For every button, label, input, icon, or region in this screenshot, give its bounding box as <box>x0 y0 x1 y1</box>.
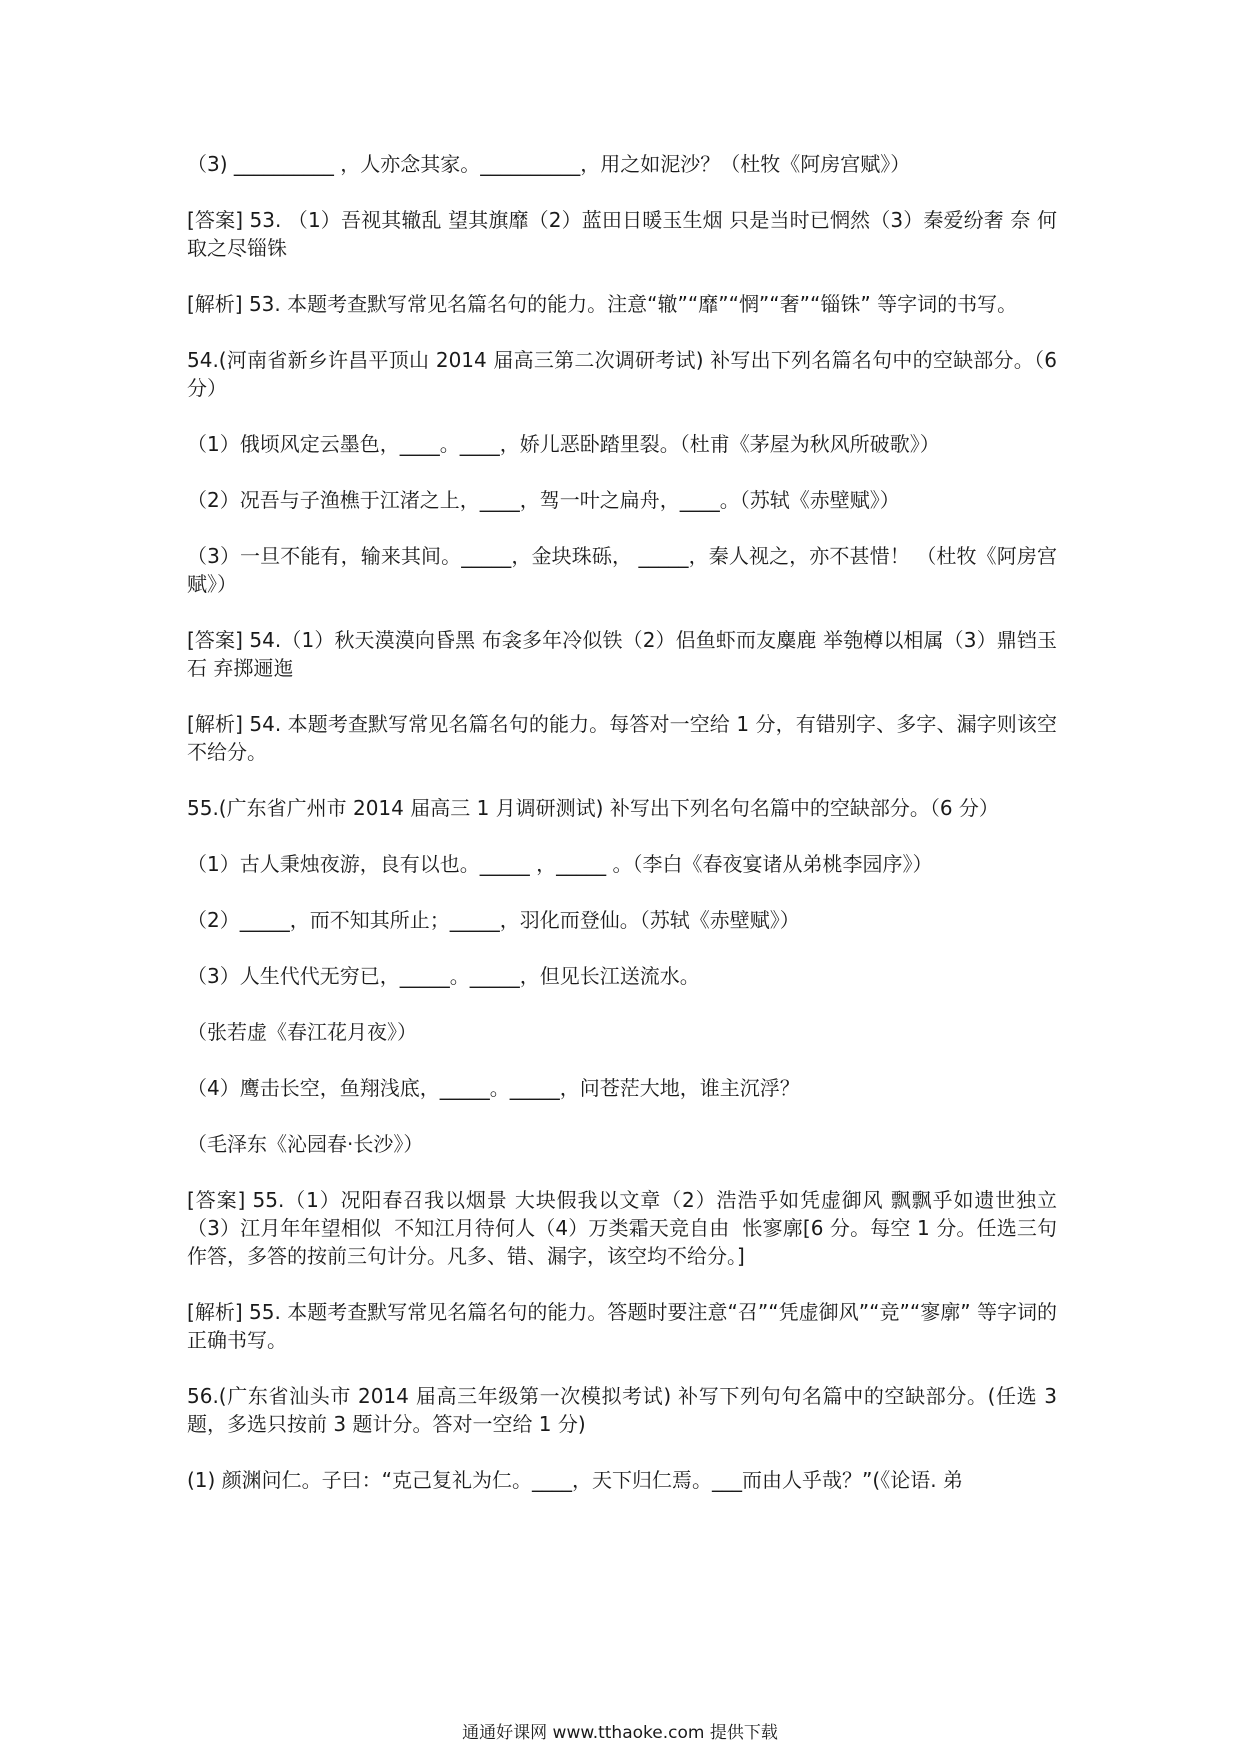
question-55-heading: 55.(广东省广州市 2014 届高三 1 月调研测试) 补写出下列名句名篇中的空缺部分。（6 分） <box>187 796 999 820</box>
answer-54: [答案] 54.（1）秋天漠漠向昏黑 布衾多年冷似铁（2）侣鱼虾而友麋鹿 举匏樽以相属（3）鼎铛玉石 弃掷逦迤 <box>187 628 1057 680</box>
question-55-item-3: （3）人生代代无穷已，_____。_____，但见长江送流水。 <box>187 964 700 988</box>
question-56-item-1: (1) 颜渊问仁。子曰：“克己复礼为仁。____，天下归仁焉。___而由人乎哉？”(《论语. 弟 <box>187 1468 963 1492</box>
analysis-54: [解析] 54. 本题考查默写常见名篇名句的能力。每答对一空给 1 分，有错别字、多字、漏字则该空不给分。 <box>187 712 1057 764</box>
question-54-item-1: （1）俄顷风定云墨色，____。____，娇儿恶卧踏里裂。（杜甫《茅屋为秋风所破歌》） <box>187 432 940 456</box>
question-54-item-2: （2）况吾与子渔樵于江渚之上，____，驾一叶之扁舟，____。（苏轼《赤壁赋》） <box>187 488 900 512</box>
question-54-item-3: （3）一旦不能有，输来其间。_____，金块珠砾， _____，秦人视之，亦不甚惜！ （杜牧《阿房宫赋》） <box>187 544 1057 596</box>
question-55-item-4: （4）鹰击长空，鱼翔浅底，_____。_____，问苍茫大地，谁主沉浮？ <box>187 1076 800 1100</box>
analysis-55: [解析] 55. 本题考查默写常见名篇名句的能力。答题时要注意“召”“凭虚御风”“竞”“寥廓” 等字词的正确书写。 <box>187 1300 1057 1352</box>
question-53-item-3: （3) __________ ，人亦念其家。__________，用之如泥沙？（杜牧《阿房宫赋》） <box>187 152 911 176</box>
answer-55: [答案] 55.（1）况阳春召我以烟景 大块假我以文章（2）浩浩乎如凭虚御风 飘飘乎如遗世独立（3）江月年年望相似 不知江月待何人（4）万类霜天竞自由 怅寥廓[6 分。每空 1 分。任选三句作答，多答的按前三句计分。凡多、错、漏字，该空均不给分。] <box>187 1188 1057 1268</box>
question-55-item-2: （2）_____，而不知其所止；_____，羽化而登仙。（苏轼《赤壁赋》） <box>187 908 800 932</box>
question-55-item-3-source: （张若虚《春江花月夜》） <box>187 1020 417 1044</box>
question-56-heading: 56.(广东省汕头市 2014 届高三年级第一次模拟考试) 补写下列句句名篇中的空缺部分。(任选 3 题，多选只按前 3 题计分。答对一空给 1 分) <box>187 1384 1064 1436</box>
page-footer: 通通好课网 www.tthaoke.com 提供下载 <box>462 1723 778 1743</box>
answer-53: [答案] 53. （1）吾视其辙乱 望其旗靡（2）蓝田日暖玉生烟 只是当时已惘然（3）秦爱纷奢 奈 何取之尽锱铢 <box>187 208 1057 260</box>
question-54-heading: 54.(河南省新乡许昌平顶山 2014 届高三第二次调研考试) 补写出下列名篇名句中的空缺部分。（6 分） <box>187 348 1064 400</box>
question-55-item-4-source: （毛泽东《沁园春·长沙》） <box>187 1132 424 1156</box>
analysis-53: [解析] 53. 本题考查默写常见名篇名句的能力。注意“辙”“靡”“惘”“奢”“锱铢” 等字词的书写。 <box>187 292 1018 316</box>
question-55-item-1: （1）古人秉烛夜游，良有以也。_____ ，_____ 。（李白《春夜宴诸从弟桃李园序》） <box>187 852 933 876</box>
page-body <box>187 150 1064 1522</box>
